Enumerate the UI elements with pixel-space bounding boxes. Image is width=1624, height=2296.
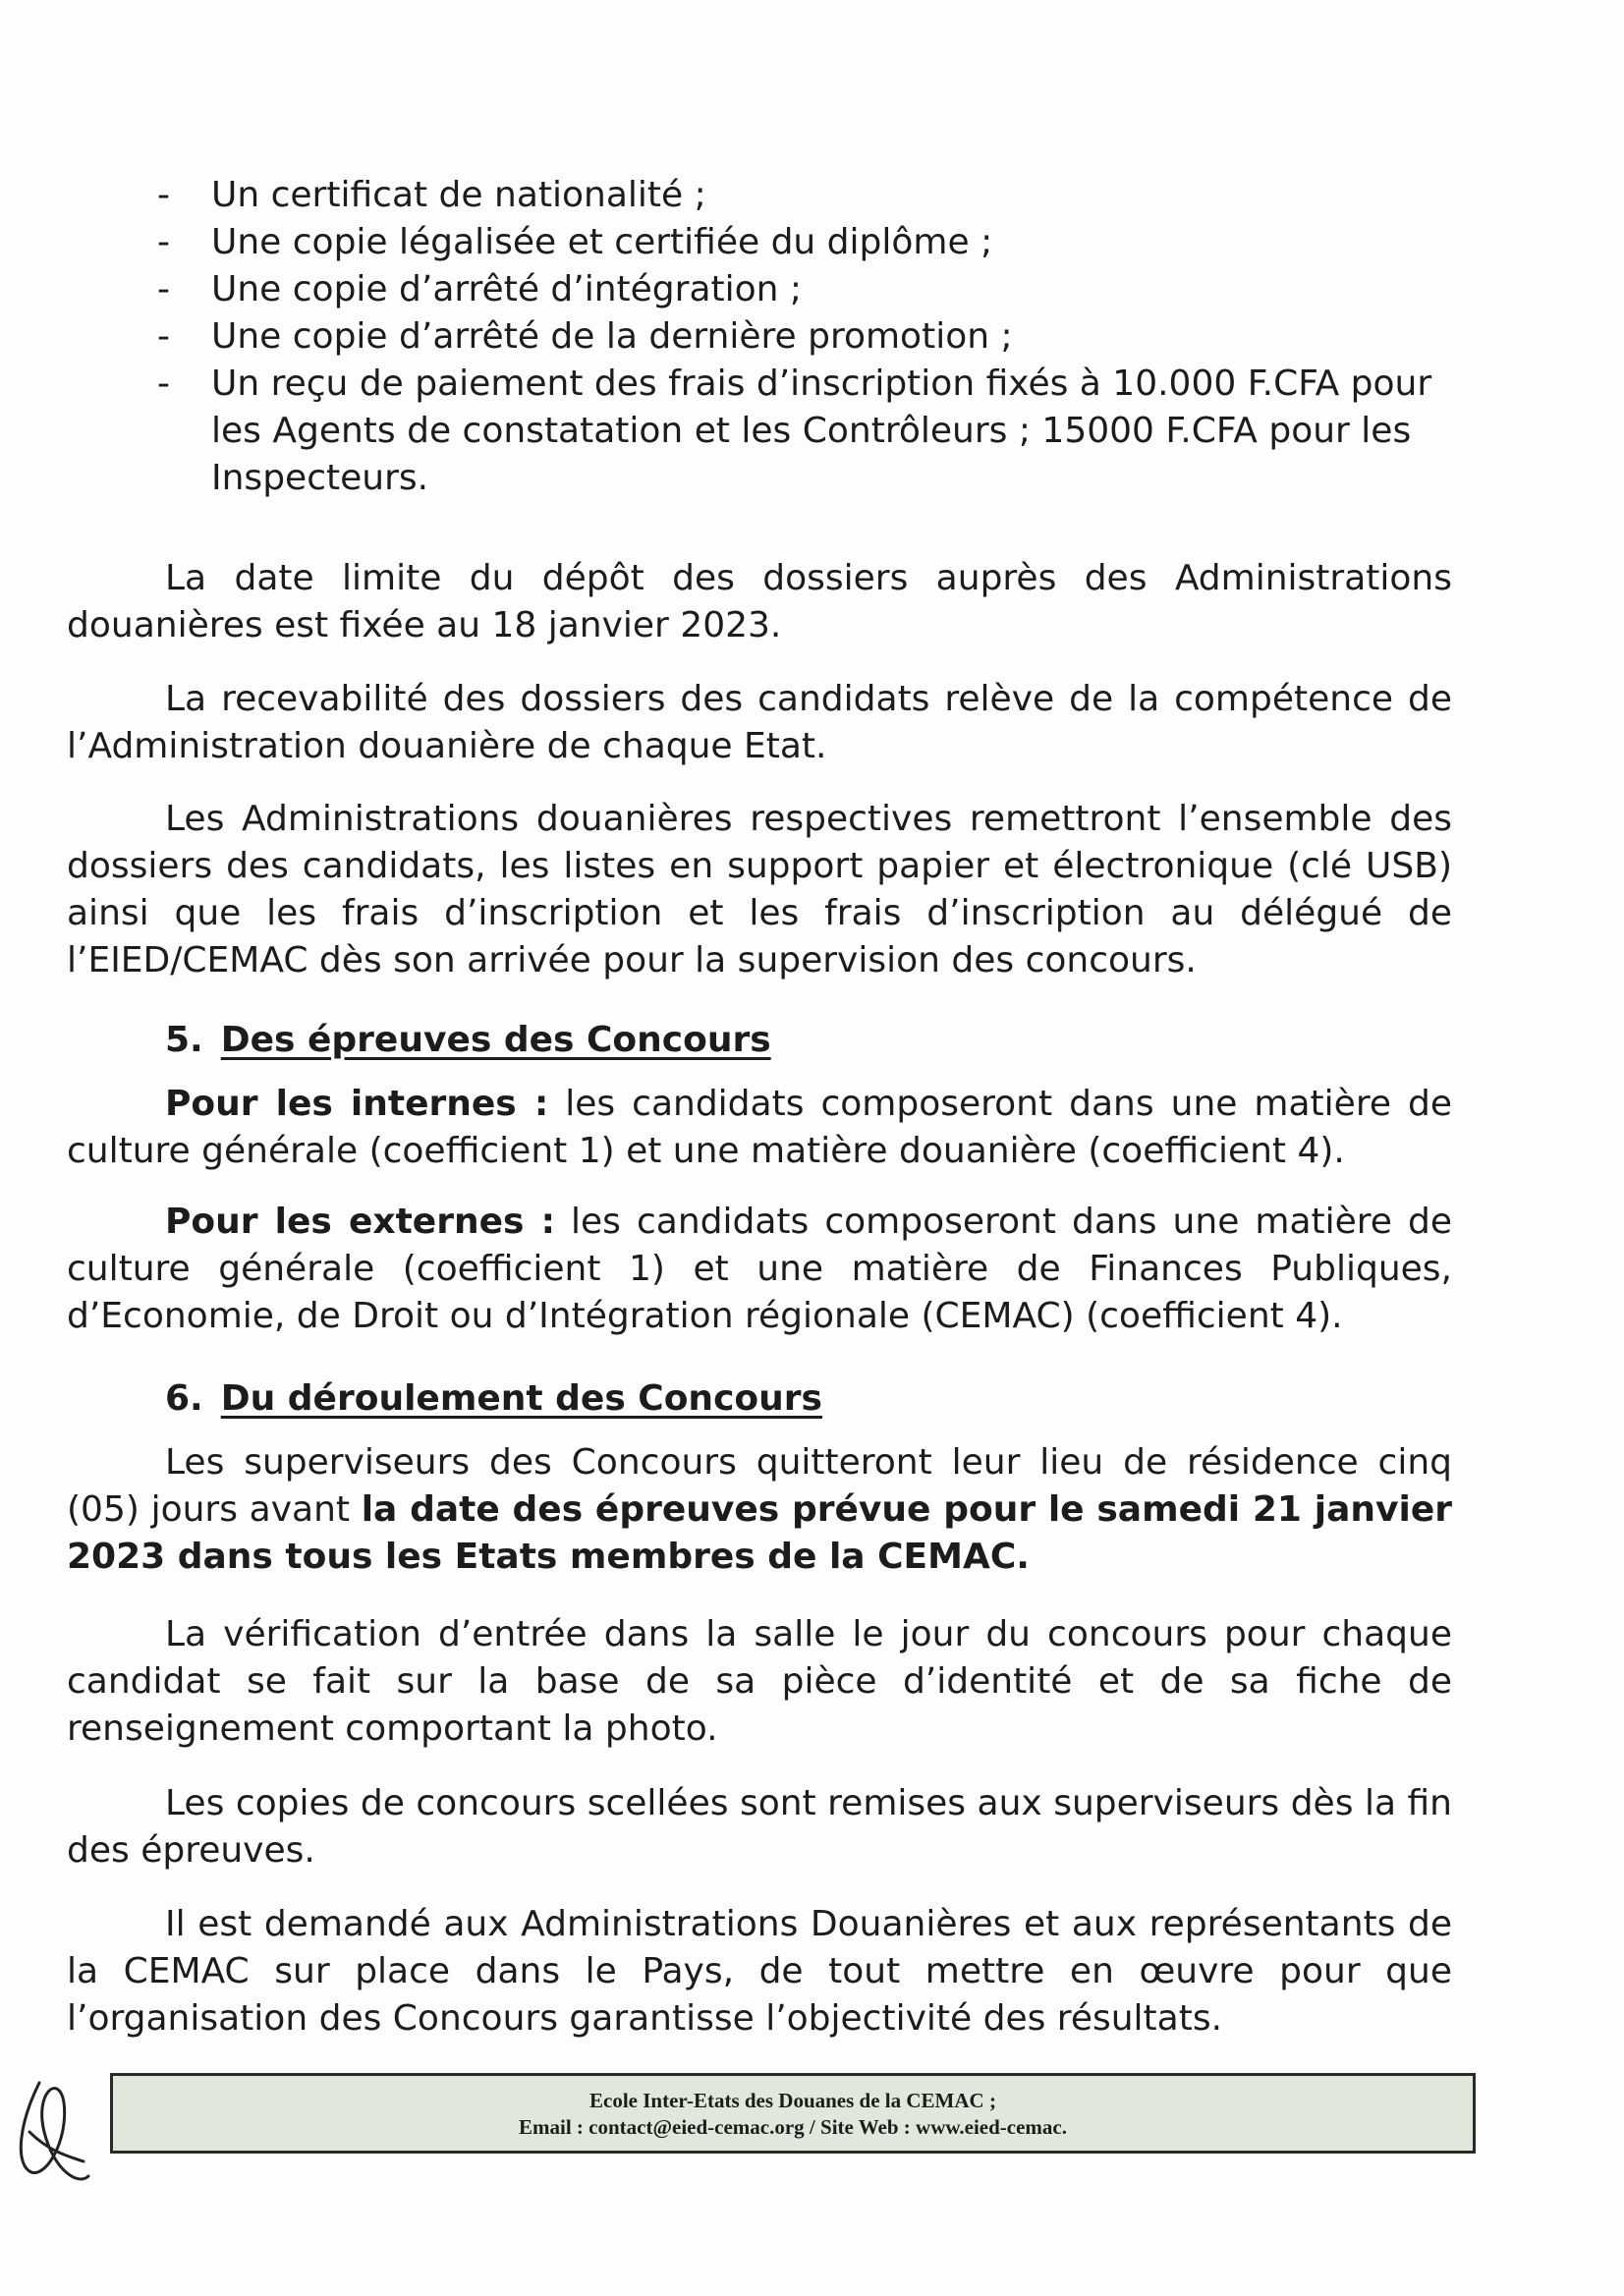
list-item: - Une copie d’arrêté d’intégration ; xyxy=(157,269,803,309)
externes-paragraph: Pour les externes : les candidats composeront dans une matière de culture générale (coefficient 1) et une matière de Finances Publiques, d’Economie, de Droit ou d’Intégration régionale (CEMAC) (coefficient 4). xyxy=(67,1202,1452,1336)
exam-date-statement: la date des épreuves prévue pour le samedi 21 janvier 2023 dans tous les Etats membres de la CEMAC. xyxy=(67,1489,1452,1577)
verification-paragraph: La vérification d’entrée dans la salle le jour du concours pour chaque candidat se fait sur la base de sa pièce d’identité et de sa fiche de renseignement comportant la photo. xyxy=(67,1614,1452,1749)
transmission-paragraph: Les Administrations douanières respectives remettront l’ensemble des dossiers des candidats, les listes en support papier et électronique (clé USB) ainsi que les frais d’inscription et les frais d’inscription au délégué de l’EIED/CEMAC dès son arrivée pour la supervision des concours. xyxy=(67,799,1452,980)
deadline-paragraph: La date limite du dépôt des dossiers auprès des Administrations douanières est fixée au 18 janvier 2023. xyxy=(67,558,1452,645)
supervisors-paragraph: Les superviseurs des Concours quitteront leur lieu de résidence cinq (05) jours avant la date des épreuves prévue pour le samedi 21 janvier 2023 dans tous les Etats membres de la CEMAC. xyxy=(67,1442,1452,1577)
signature-mark xyxy=(10,2063,98,2191)
list-item: - Une copie légalisée et certifiée du diplôme ; xyxy=(157,222,993,262)
request-paragraph: Il est demandé aux Administrations Douanières et aux représentants de la CEMAC sur place dans le Pays, de tout mettre en œuvre pour que l’organisation des Concours garantisse l’objectivité des résultats. xyxy=(67,1904,1452,2039)
copies-paragraph: Les copies de concours scellées sont remises aux superviseurs dès la fin des épreuves. xyxy=(67,1783,1452,1871)
list-item: - Un reçu de paiement des frais d’inscription fixés à 10.000 F.CFA pour les Agents de constatation et les Contrôleurs ; 15000 F.CFA pour les Inspecteurs. xyxy=(157,364,1432,498)
footer-school-name: Ecole Inter-Etats des Douanes de la CEMAC ; xyxy=(589,2089,996,2112)
list-item: - Une copie d’arrêté de la dernière promotion ; xyxy=(157,316,1013,357)
internes-paragraph: Pour les internes : les candidats composeront dans une matière de culture générale (coefficient 1) et une matière douanière (coefficient 4). xyxy=(67,1084,1452,1171)
admissibility-paragraph: La recevabilité des dossiers des candidats relève de la compétence de l’Administration douanière de chaque Etat. xyxy=(67,679,1452,766)
internes-label: Pour les internes : xyxy=(165,1084,549,1124)
section-5-heading: 5. Des épreuves des Concours xyxy=(165,1020,771,1060)
required-documents-list xyxy=(157,172,1464,502)
footer-contact: Email : contact@eied-cemac.org / Site Web : www.eied-cemac. xyxy=(519,2115,1067,2139)
section-6-heading: 6. Du déroulement des Concours xyxy=(165,1378,822,1419)
footer-box xyxy=(110,2073,1476,2154)
list-item: - Un certificat de nationalité ; xyxy=(157,175,706,215)
externes-label: Pour les externes : xyxy=(165,1202,555,1242)
